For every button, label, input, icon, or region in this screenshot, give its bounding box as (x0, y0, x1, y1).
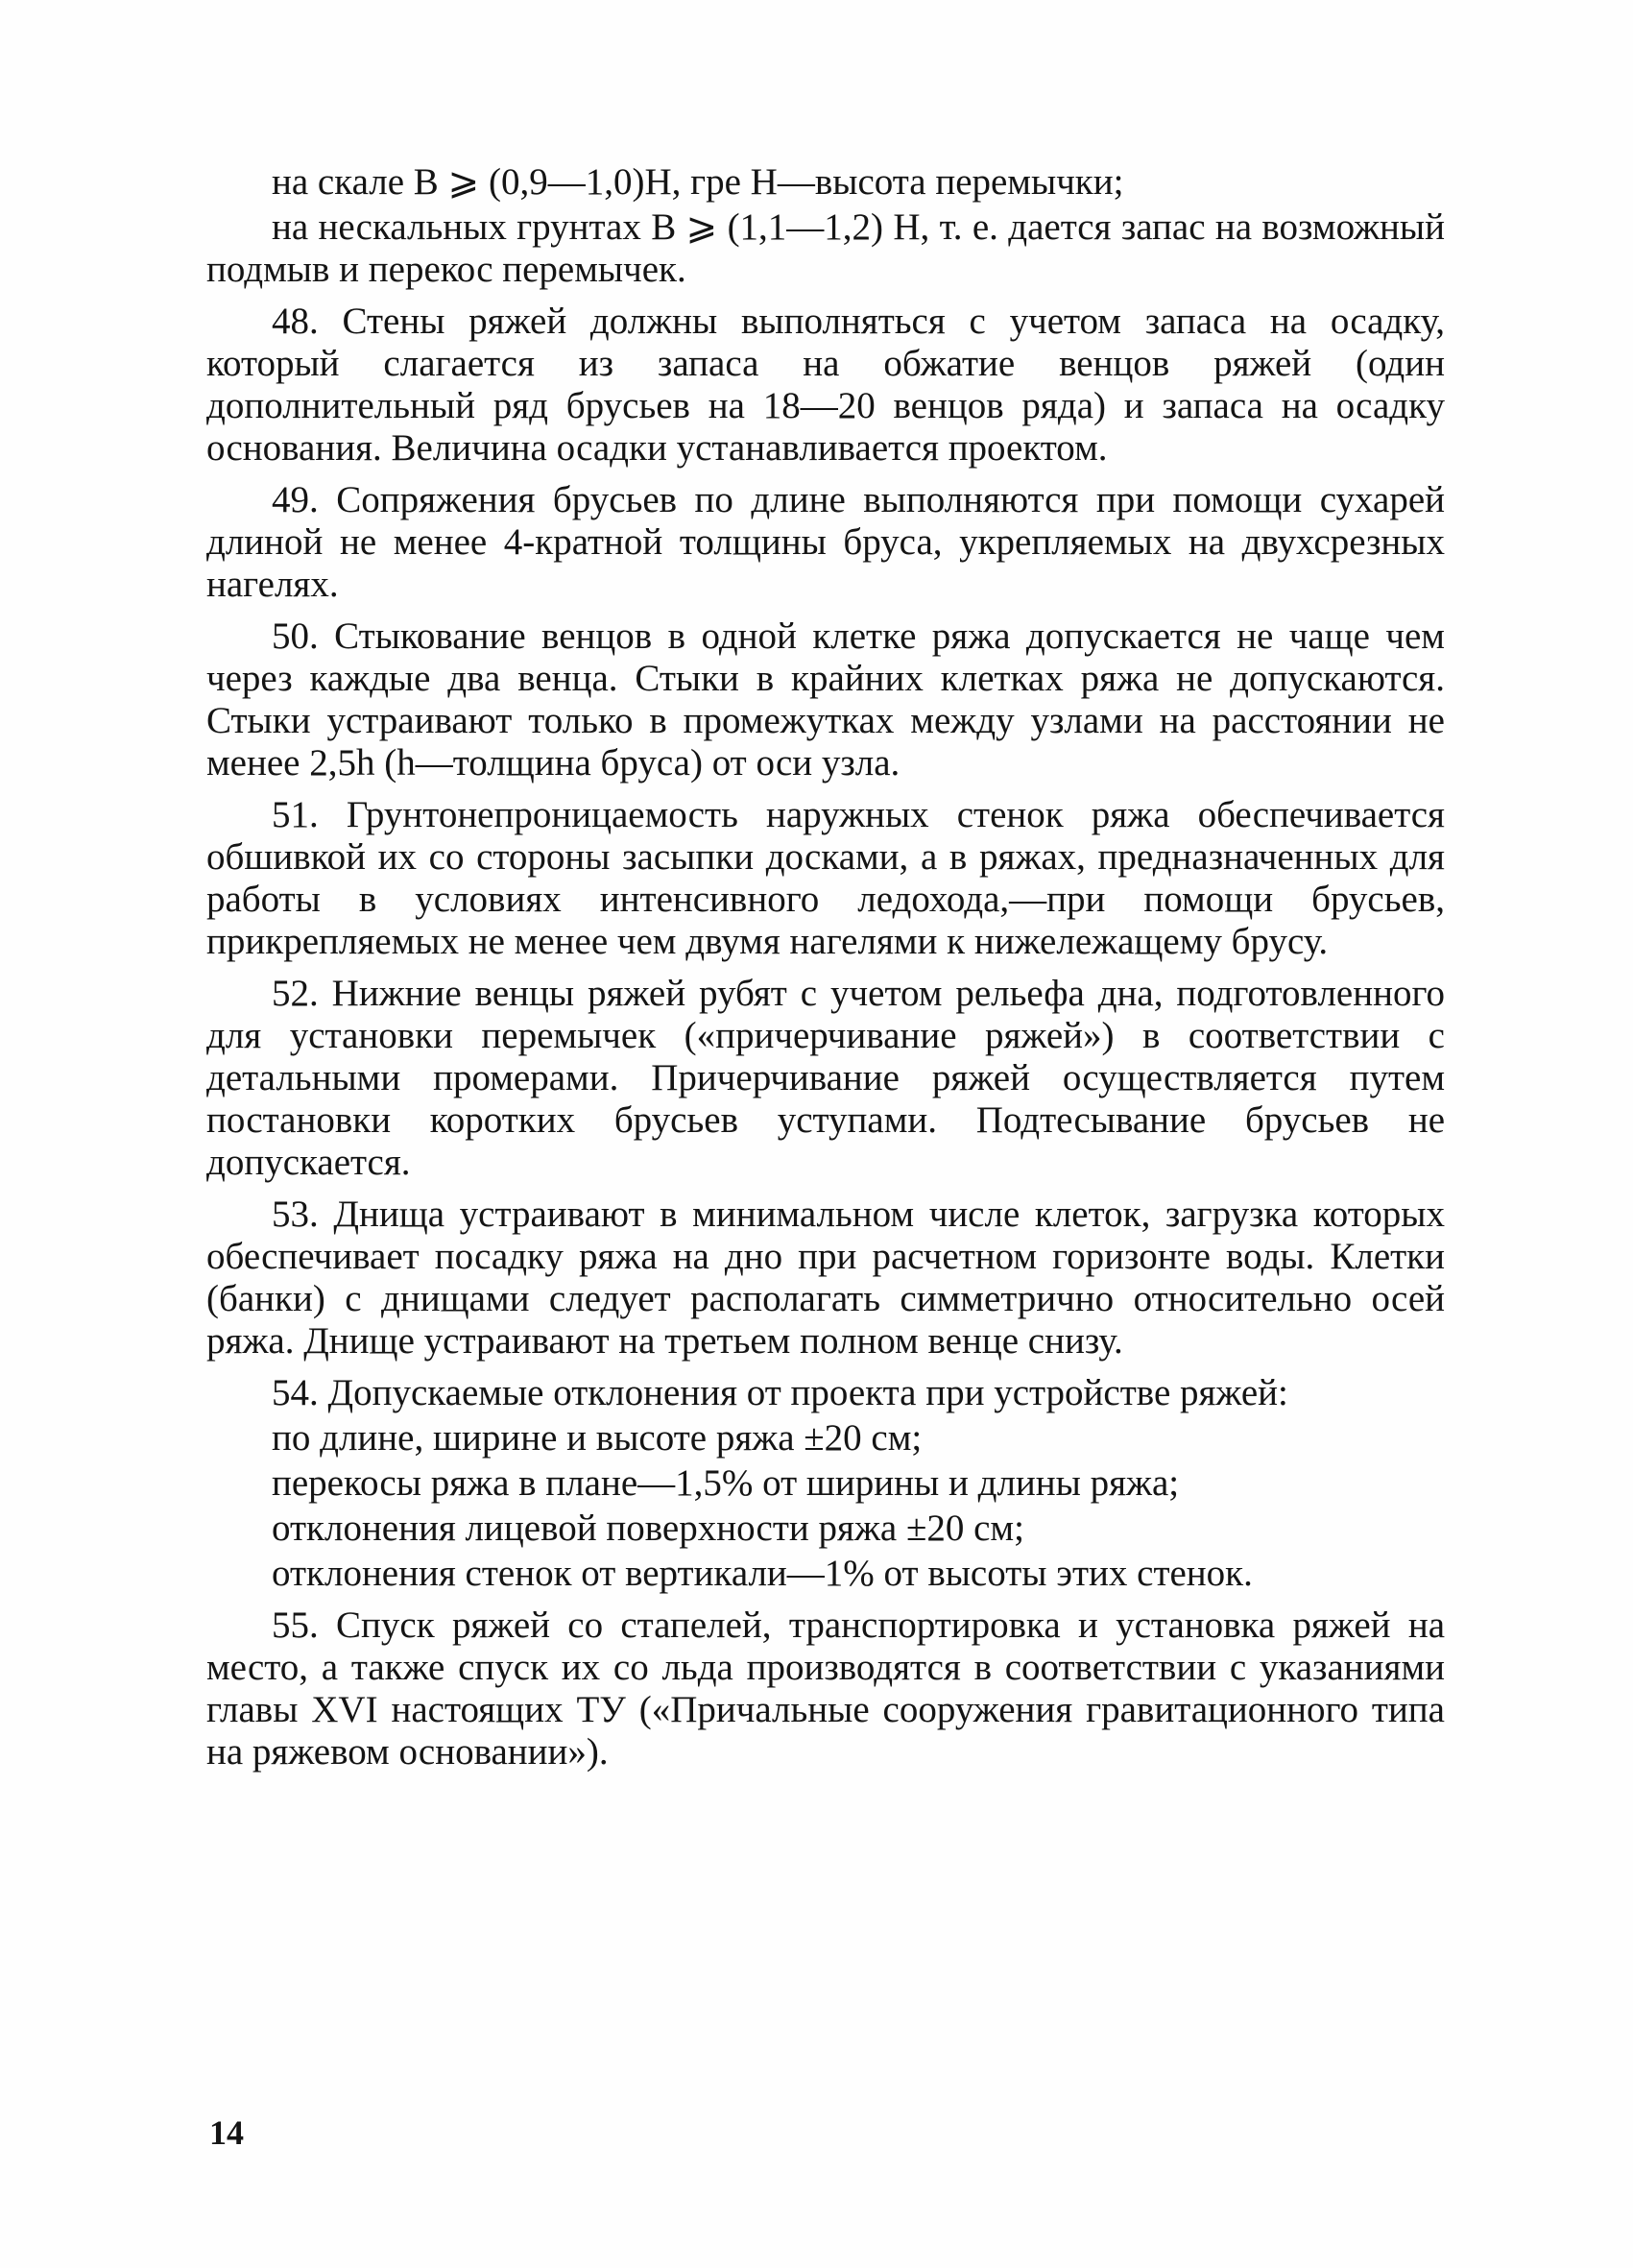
tolerance-dimensions: по длине, ширине и высоте ряжа ±20 см; (272, 1417, 923, 1459)
tolerance-face: отклонения лицевой поверхности ряжа ±20 см; (272, 1508, 1024, 1549)
paragraph-53: 53. Днища устраивают в минимальном числе клеток, загрузка которых обеспечивает посадку ряжа на дно при расчетном горизонте воды. Клетки (банки) с днищами следует располагать симметрично относительно осей ряжа. Днище устраивают на третьем полном венце снизу. (206, 1194, 1445, 1362)
paragraph-54: 54. Допускаемые отклонения от проекта при устройстве ряжей: (272, 1372, 1288, 1413)
tolerance-walls: отклонения стенок от вертикали—1% от высоты этих стенок. (272, 1553, 1253, 1594)
condition-nonrock: на нескальных грунтах B ⩾ (1,1—1,2) H, т. е. дается запас на возможный подмыв и перекос перемычек. (206, 206, 1445, 290)
paragraph-52: 52. Нижние венцы ряжей рубят с учетом рельефа дна, подготовленного для установки перемычек («причерчивание ряжей») в соответствии с детальными промерами. Причерчивание ряжей осуществляется путем постановки коротких брусьев уступами. Подтесывание брусьев не допускается. (206, 973, 1445, 1183)
tolerance-skew: перекосы ряжа в плане—1,5% от ширины и длины ряжа; (272, 1462, 1180, 1504)
paragraph-49: 49. Сопряжения брусьев по длине выполняются при помощи сухарей длиной не менее 4-кратной толщины бруса, укрепляемых на двухсрезных нагелях. (206, 479, 1445, 605)
page-number: 14 (209, 2113, 244, 2152)
body-text (206, 161, 1445, 1776)
paragraph-48: 48. Стены ряжей должны выполняться с учетом запаса на осадку, который слагается из запаса на обжатие венцов ряжей (один дополнительный ряд брусьев на 18—20 венцов ряда) и запаса на осадку основания. Величина осадки устанавливается проектом. (206, 301, 1445, 469)
paragraph-51: 51. Грунтонепроницаемость наружных стенок ряжа обеспечивается обшивкой их со стороны засыпки досками, а в ряжах, предназначенных для работы в условиях интенсивного ледохода,—при помощи брусьев, прикрепляемых не менее чем двумя нагелями к нижележащему брусу. (206, 794, 1445, 962)
condition-rock: на скале B ⩾ (0,9—1,0)H, гре H—высота перемычки; (272, 161, 1124, 203)
paragraph-55: 55. Спуск ряжей со стапелей, транспортировка и установка ряжей на место, а также спуск их со льда производятся в соответствии с указаниями главы XVI настоящих ТУ («Причальные сооружения гравитационного типа на ряжевом основании»). (206, 1604, 1445, 1773)
paragraph-50: 50. Стыкование венцов в одной клетке ряжа допускается не чаще чем через каждые два венца. Стыки в крайних клетках ряжа не допускаются. Стыки устраивают только в промежутках между узлами на расстоянии не менее 2,5h (h—толщина бруса) от оси узла. (206, 615, 1445, 784)
